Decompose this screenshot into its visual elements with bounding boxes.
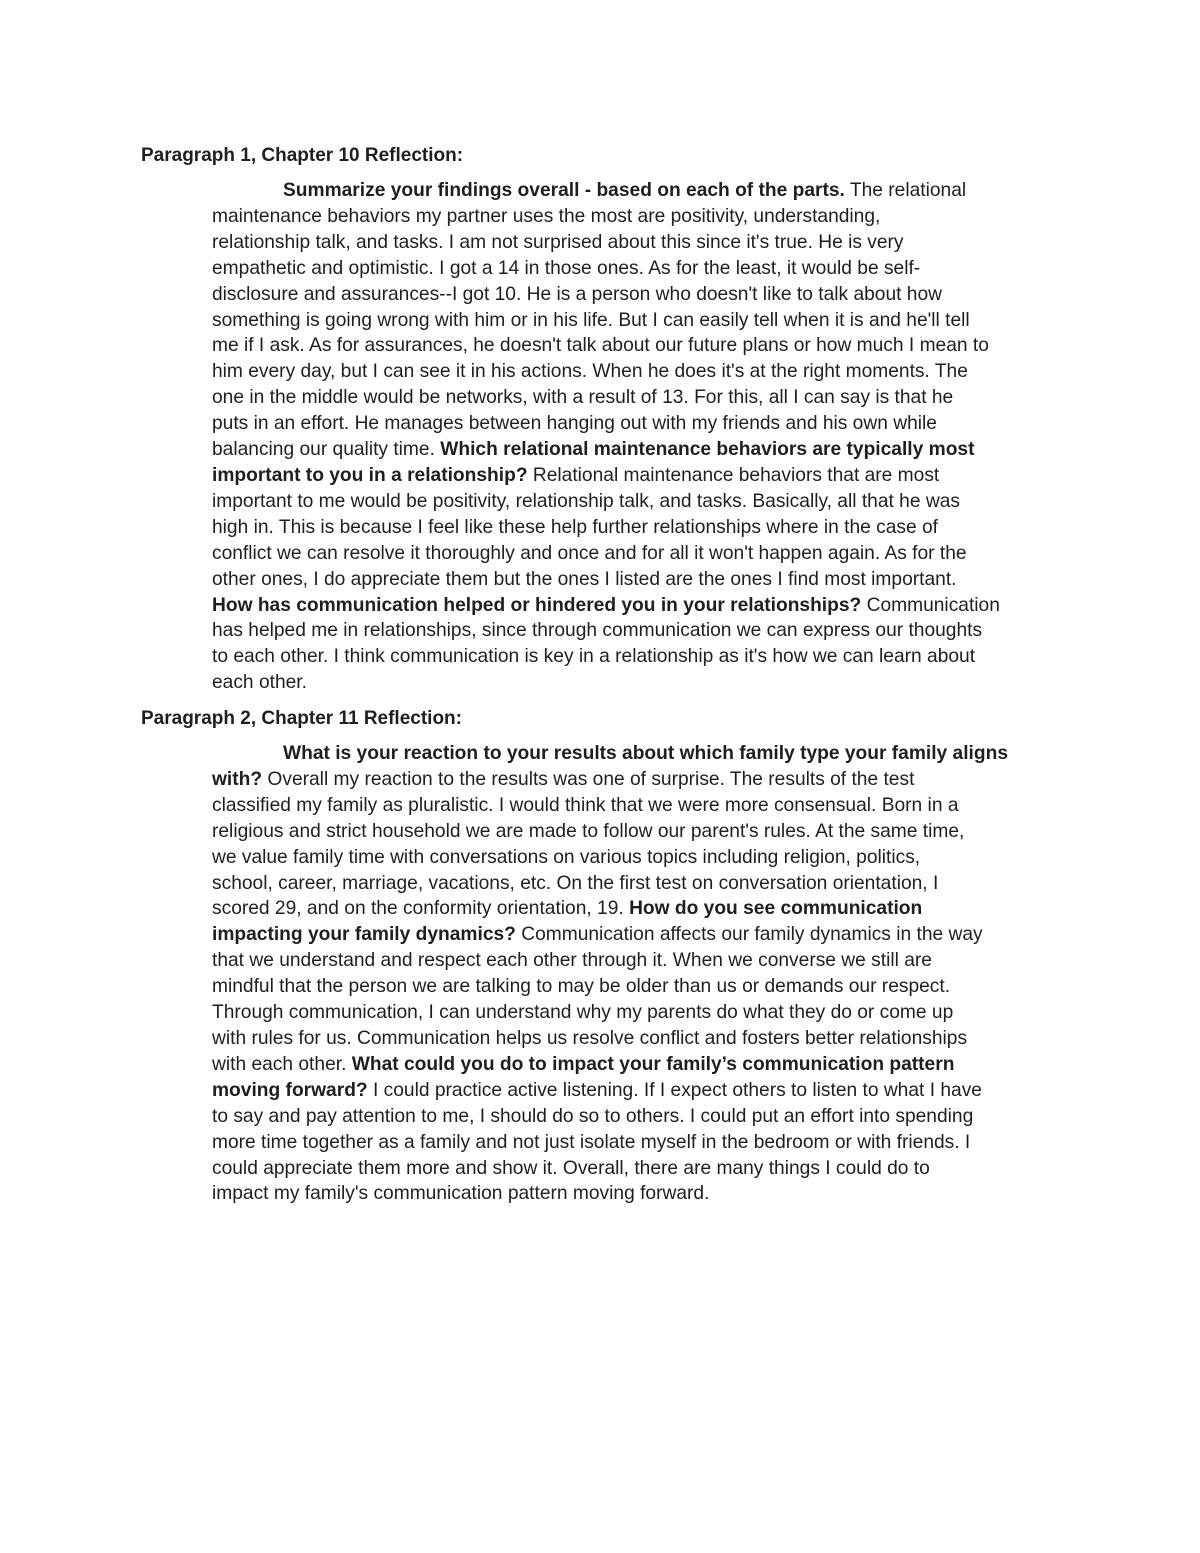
- prompt-question-text: Summarize your findings overall - based on each of the parts.: [283, 180, 845, 201]
- paragraph-line: [212, 618, 1058, 644]
- response-text: religious and strict household we are made to follow our parent's rules. At the same time,: [212, 820, 965, 842]
- section-heading-chapter-10: Paragraph 1, Chapter 10 Reflection:: [141, 145, 464, 166]
- prompt-question-text: Which relational maintenance behaviors are typically most: [440, 439, 975, 461]
- response-text: has helped me in relationships, since through communication we can express our thoughts: [212, 620, 983, 642]
- paragraph-line: [212, 333, 1058, 359]
- prompt-question-text: important to you in a relationship?: [212, 464, 528, 486]
- paragraph-line: [212, 741, 1058, 767]
- paragraph-line: [212, 385, 1058, 411]
- section-body-chapter-11: [212, 741, 1058, 1207]
- paragraph-line: [212, 178, 1058, 204]
- paragraph-line: [212, 1078, 1058, 1104]
- response-text: that we understand and respect each other through it. When we converse we still are: [212, 950, 932, 972]
- prompt-question-text: How do you see communication: [629, 898, 923, 920]
- paragraph-line: [212, 922, 1058, 948]
- response-text: with each other.: [212, 1053, 352, 1075]
- paragraph-line: [212, 871, 1058, 897]
- paragraph-line: [212, 644, 1058, 670]
- response-text: maintenance behaviors my partner uses the most are positivity, understanding,: [212, 205, 881, 227]
- response-text: him every day, but I can see it in his actions. When he does it's at the right moments. The: [212, 361, 968, 383]
- paragraph-line: [212, 845, 1058, 871]
- response-text: impact my family's communication pattern moving forward.: [212, 1183, 710, 1205]
- prompt-question-text: moving forward?: [212, 1079, 368, 1101]
- response-text: with rules for us. Communication helps us resolve conflict and fosters better relationships: [212, 1027, 968, 1049]
- paragraph-line: [212, 567, 1058, 593]
- response-text: important to me would be positivity, relationship talk, and tasks. Basically, all that he was: [212, 490, 960, 512]
- paragraph-line: [212, 1000, 1058, 1026]
- paragraph-line: [212, 974, 1058, 1000]
- response-text: could appreciate them more and show it. Overall, there are many things I could do to: [212, 1157, 930, 1179]
- paragraph-line: [212, 308, 1058, 334]
- paragraph-line: [212, 463, 1058, 489]
- paragraph-line: [212, 1156, 1058, 1182]
- response-text: to each other. I think communication is key in a relationship as it's how we can learn about: [212, 646, 976, 668]
- paragraph-line: [212, 767, 1058, 793]
- response-text: mindful that the person we are talking to may be older than us or demands our respect.: [212, 976, 951, 998]
- paragraph-line: [212, 948, 1058, 974]
- response-text: The relational: [844, 180, 967, 201]
- section-heading-chapter-11: Paragraph 2, Chapter 11 Reflection:: [141, 708, 462, 729]
- response-text: other ones, I do appreciate them but the ones I listed are the ones I find most important.: [212, 568, 957, 590]
- response-text: each other.: [212, 672, 307, 694]
- paragraph-line: [212, 282, 1058, 308]
- response-text: more time together as a family and not just isolate myself in the bedroom or with friends. I: [212, 1131, 971, 1153]
- paragraph-line: [212, 359, 1058, 385]
- paragraph-line: [212, 256, 1058, 282]
- response-text: empathetic and optimistic. I got a 14 in those ones. As for the least, it would be self-: [212, 257, 921, 279]
- response-text: I could practice active listening. If I expect others to listen to what I have: [367, 1079, 982, 1101]
- response-text: one in the middle would be networks, with a result of 13. For this, all I can say is that he: [212, 387, 954, 409]
- response-text: Overall my reaction to the results was one of surprise. The results of the test: [262, 768, 915, 790]
- response-text: we value family time with conversations on various topics including religion, politics,: [212, 846, 921, 868]
- prompt-question-text: What is your reaction to your results about which family type your family aligns: [283, 743, 1009, 764]
- paragraph-line: [212, 515, 1058, 541]
- paragraph-line: [212, 1052, 1058, 1078]
- prompt-question-text: How has communication helped or hindered you in your relationships?: [212, 594, 862, 616]
- response-text: to say and pay attention to me, I should do so to others. I could put an effort into spending: [212, 1105, 974, 1127]
- response-text: conflict we can resolve it thoroughly and once and for all it won't happen again. As for the: [212, 542, 967, 564]
- response-text: high in. This is because I feel like these help further relationships where in the case of: [212, 516, 938, 538]
- paragraph-line: [212, 1130, 1058, 1156]
- paragraph-line: [212, 896, 1058, 922]
- paragraph-line: [212, 411, 1058, 437]
- section-body-chapter-10: [212, 178, 1058, 696]
- prompt-question-text: What could you do to impact your family’s communication pattern: [351, 1053, 955, 1075]
- response-text: Relational maintenance behaviors that are most: [527, 464, 940, 486]
- response-text: relationship talk, and tasks. I am not surprised about this since it's true. He is very: [212, 231, 904, 253]
- paragraph-line: [212, 1181, 1058, 1207]
- response-text: Communication affects our family dynamics in the way: [515, 924, 983, 946]
- response-text: Communication: [861, 594, 1000, 616]
- paragraph-line: [212, 819, 1058, 845]
- response-text: classified my family as pluralistic. I would think that we were more consensual. Born in a: [212, 794, 959, 816]
- paragraph-line: [212, 204, 1058, 230]
- paragraph-line: [212, 230, 1058, 256]
- paragraph-line: [212, 437, 1058, 463]
- paragraph-line: [212, 489, 1058, 515]
- prompt-question-text: with?: [212, 768, 263, 790]
- response-text: Through communication, I can understand why my parents do what they do or come up: [212, 1002, 954, 1024]
- response-text: disclosure and assurances--I got 10. He is a person who doesn't like to talk about how: [212, 283, 942, 305]
- paragraph-line: [212, 593, 1058, 619]
- response-text: scored 29, and on the conformity orientation, 19.: [212, 898, 630, 920]
- paragraph-line: [212, 1104, 1058, 1130]
- paragraph-line: [212, 793, 1058, 819]
- prompt-question-text: impacting your family dynamics?: [212, 924, 516, 946]
- response-text: puts in an effort. He manages between hanging out with my friends and his own while: [212, 413, 937, 435]
- paragraph-line: [212, 670, 1058, 696]
- response-text: something is going wrong with him or in his life. But I can easily tell when it is and he'll tell: [212, 309, 970, 331]
- response-text: balancing our quality time.: [212, 439, 441, 461]
- paragraph-line: [212, 541, 1058, 567]
- paragraph-line: [212, 1026, 1058, 1052]
- response-text: school, career, marriage, vacations, etc. On the first test on conversation orientation, I: [212, 872, 939, 894]
- response-text: me if I ask. As for assurances, he doesn't talk about our future plans or how much I mean to: [212, 335, 989, 357]
